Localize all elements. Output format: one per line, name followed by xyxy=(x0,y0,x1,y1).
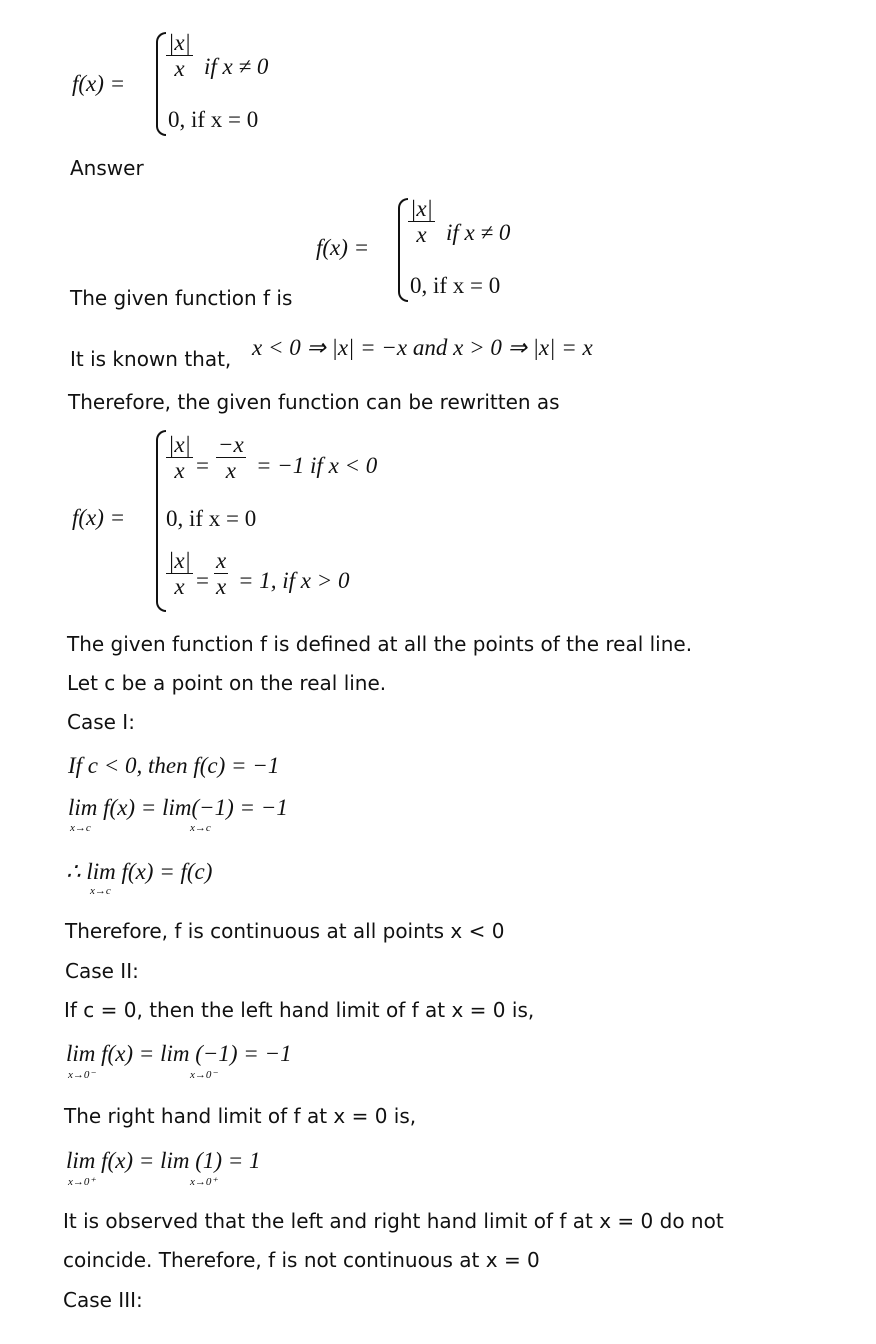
piecewise-row2: 0, if x = 0 xyxy=(166,506,257,531)
case1-limit: lim f(x) = lim(−1) = −1 xyxy=(68,795,288,820)
case2-observation-line1: It is observed that the left and right hand limit of f at x = 0 do not xyxy=(63,1209,724,1233)
paragraph-point-c: Let c be a point on the real line. xyxy=(67,671,387,695)
definition-lhs: f(x) = xyxy=(72,71,126,96)
case2-right-text: The right hand limit of f at x = 0 is, xyxy=(64,1104,417,1128)
piecewise-row3-den-a: x xyxy=(174,574,185,600)
piecewise-row1-eq: = xyxy=(196,453,209,478)
case2-right-sub-a: x→0⁺ xyxy=(68,1176,96,1188)
known-text: It is known that, xyxy=(70,347,232,371)
definition-denominator: x xyxy=(174,56,185,82)
piecewise-row1-fraction-b xyxy=(216,432,246,484)
given-brace xyxy=(398,198,408,302)
given-case2: 0, if x = 0 xyxy=(410,273,501,298)
piecewise-row3-fraction-a xyxy=(166,548,193,600)
given-numerator: |x| xyxy=(410,196,433,221)
case1-if: If c < 0, then f(c) = −1 xyxy=(68,753,280,778)
piecewise-row1-den-b: x xyxy=(225,458,236,484)
case2-left-sub-a: x→0⁻ xyxy=(68,1069,96,1081)
definition-brace xyxy=(156,32,166,136)
piecewise-row1-num-b: −x xyxy=(218,432,244,457)
definition-case1-condition: if x ≠ 0 xyxy=(204,54,269,79)
case1-heading: Case I: xyxy=(67,710,135,734)
piecewise-brace xyxy=(156,430,166,612)
piecewise-row3-fraction-b xyxy=(214,548,228,600)
piecewise-row3-den-b: x xyxy=(216,574,227,600)
paragraph-defined: The given function f is defined at all the points of the real line. xyxy=(67,632,693,656)
given-denominator: x xyxy=(416,222,427,248)
piecewise-row1-den-a: x xyxy=(174,458,185,484)
case1-limit-sub-a: x→c xyxy=(70,822,91,834)
case1-limit-sub-b: x→c xyxy=(190,822,211,834)
known-math: x < 0 ⇒ |x| = −x and x > 0 ⇒ |x| = x xyxy=(252,335,593,360)
case2-left-text: If c = 0, then the left hand limit of f at x = 0 is, xyxy=(64,998,535,1022)
definition-case2: 0, if x = 0 xyxy=(168,107,259,132)
piecewise-row1-fraction-a xyxy=(166,432,193,484)
piecewise-row3-num-b: x xyxy=(216,548,227,573)
answer-heading: Answer xyxy=(70,156,144,180)
rewritten-text: Therefore, the given function can be rewritten as xyxy=(68,390,560,414)
case2-heading: Case II: xyxy=(65,959,139,983)
case2-observation-line2: coincide. Therefore, f is not continuous at x = 0 xyxy=(63,1248,540,1272)
case1-therefore-sub: x→c xyxy=(90,885,111,897)
case1-conclusion: Therefore, f is continuous at all points x < 0 xyxy=(65,919,505,943)
case2-right-sub-b: x→0⁺ xyxy=(190,1176,218,1188)
case2-left-sub-b: x→0⁻ xyxy=(190,1069,218,1081)
case2-right-limit: lim f(x) = lim (1) = 1 xyxy=(66,1148,261,1173)
definition-fraction xyxy=(166,30,193,82)
piecewise-row3-tail: = 1, if x > 0 xyxy=(238,568,350,593)
piecewise-row3-num-a: |x| xyxy=(168,548,191,573)
case3-heading: Case III: xyxy=(63,1288,143,1312)
given-fraction xyxy=(408,196,435,248)
definition-numerator: |x| xyxy=(168,30,191,55)
piecewise-row1-tail: = −1 if x < 0 xyxy=(256,453,378,478)
given-case1-condition: if x ≠ 0 xyxy=(446,220,511,245)
given-lhs: f(x) = xyxy=(316,235,370,260)
piecewise-row1-num-a: |x| xyxy=(168,432,191,457)
piecewise-lhs: f(x) = xyxy=(72,505,126,530)
case1-therefore: ∴ lim f(x) = f(c) xyxy=(66,859,213,884)
given-text: The given function f is xyxy=(70,286,293,310)
case2-left-limit: lim f(x) = lim (−1) = −1 xyxy=(66,1041,292,1066)
piecewise-row3-eq: = xyxy=(196,568,209,593)
